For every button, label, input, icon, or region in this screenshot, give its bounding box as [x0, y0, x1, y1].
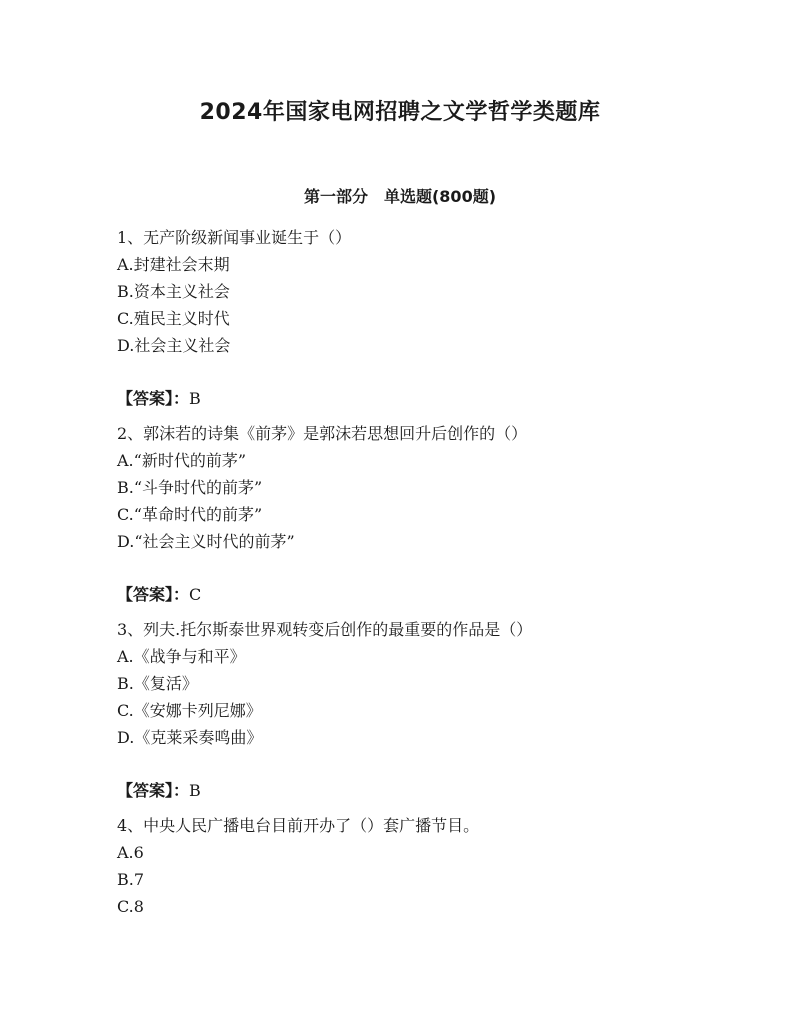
- option-a: A.“新时代的前茅”: [117, 451, 247, 470]
- answer-label: 【答案】：: [117, 389, 190, 408]
- question-1: [117, 224, 740, 412]
- option-c: C.殖民主义时代: [117, 309, 230, 328]
- question-text: 3、列夫.托尔斯泰世界观转变后创作的最重要的作品是（）: [117, 620, 533, 639]
- option-a: A.《战争与和平》: [117, 647, 246, 666]
- option-c: C.“革命时代的前茅”: [117, 505, 263, 524]
- document-title: 2024年国家电网招聘之文学哲学类题库: [199, 100, 601, 125]
- option-b: B.7: [117, 870, 145, 889]
- question-text: 1、无产阶级新闻事业诞生于（）: [117, 228, 352, 247]
- question-text: 2、郭沫若的诗集《前茅》是郭沫若思想回升后创作的（）: [117, 424, 528, 443]
- answer-label: 【答案】：: [117, 781, 190, 800]
- option-b: B.“斗争时代的前茅”: [117, 478, 263, 497]
- option-d: D.《克莱采奏鸣曲》: [117, 728, 263, 747]
- option-b: B.《复活》: [117, 674, 198, 693]
- answer-label: 【答案】：: [117, 585, 190, 604]
- option-b: B.资本主义社会: [117, 282, 230, 301]
- question-text: 4、中央人民广播电台目前开办了（）套广播节目。: [117, 816, 480, 835]
- option-a: A.6: [117, 843, 144, 862]
- option-c: C.《安娜卡列尼娜》: [117, 701, 262, 720]
- option-d: D.社会主义社会: [117, 336, 231, 355]
- question-4: [117, 812, 740, 920]
- answer-value: B: [189, 389, 201, 408]
- question-3: [117, 616, 740, 804]
- answer-line: [117, 385, 740, 412]
- answer-line: [117, 581, 740, 608]
- option-c: C.8: [117, 897, 144, 916]
- question-list: [117, 224, 740, 920]
- section-heading: 第一部分 单选题(800题): [303, 187, 497, 206]
- question-2: [117, 420, 740, 608]
- option-a: A.封建社会末期: [117, 255, 230, 274]
- answer-value: C: [189, 585, 202, 604]
- answer-value: B: [189, 781, 201, 800]
- option-d: D.“社会主义时代的前茅”: [117, 532, 295, 551]
- answer-line: [117, 777, 740, 804]
